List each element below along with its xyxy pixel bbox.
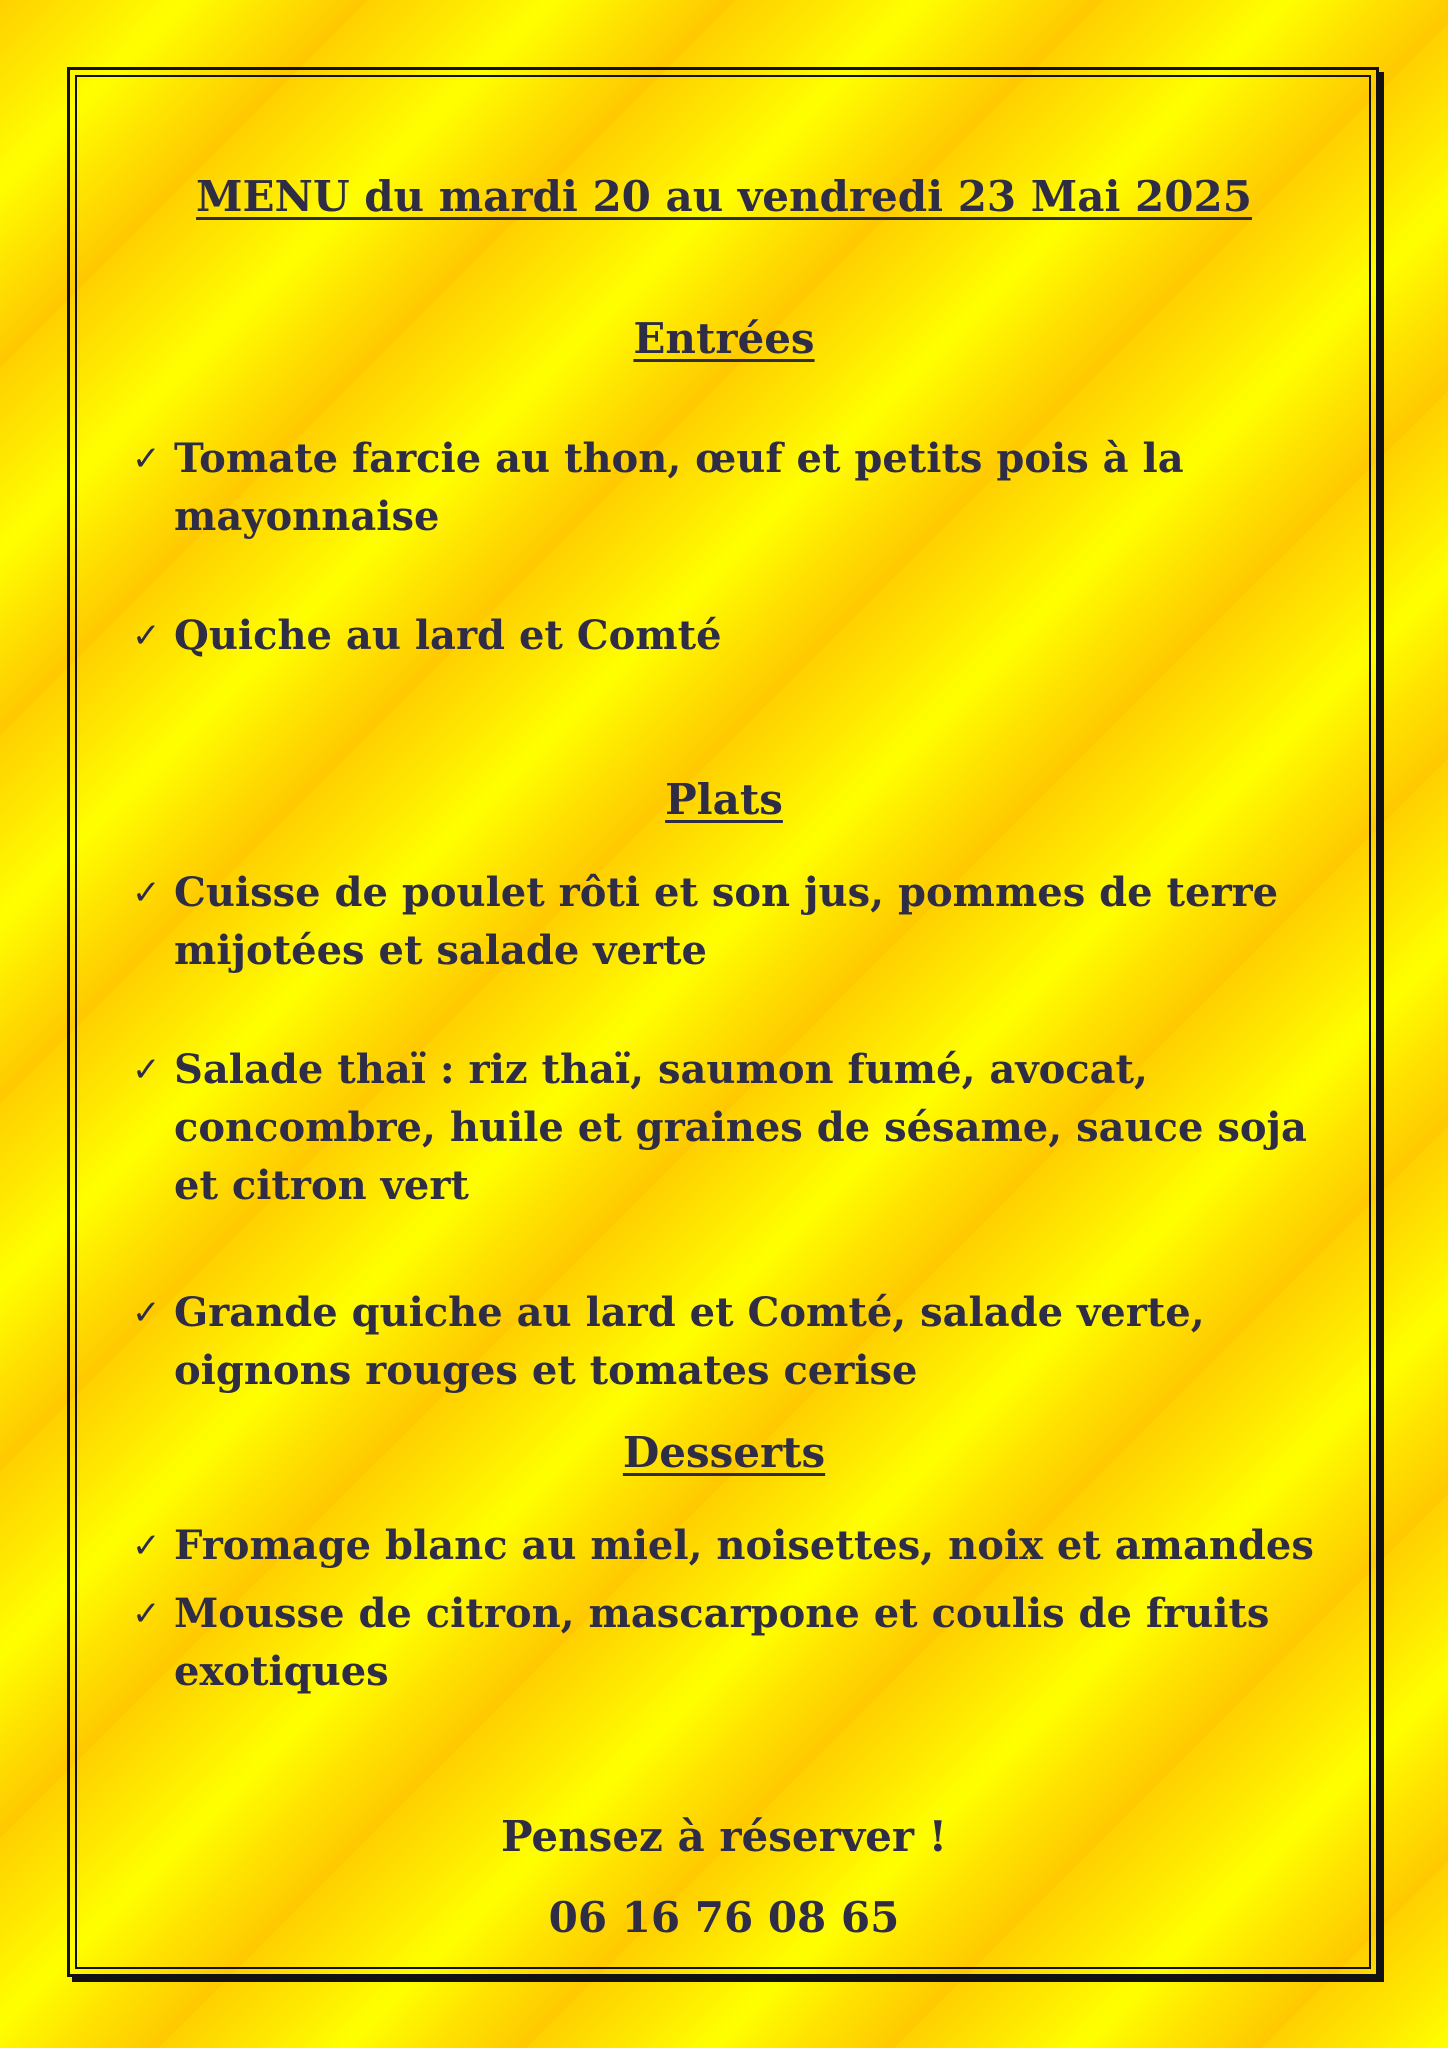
list-item (132, 864, 1347, 980)
list-item (132, 1585, 1347, 1701)
menu-title: MENU du mardi 20 au vendredi 23 Mai 2025 (196, 172, 1252, 221)
section-heading-desserts: Desserts (622, 1428, 826, 1477)
list-item (132, 1041, 1347, 1215)
section-heading-plats: Plats (665, 775, 783, 824)
phone-number[interactable]: 06 16 76 08 65 (548, 1893, 900, 1942)
checkmark-icon: ✓ (132, 1050, 161, 1090)
menu-item-text: Fromage blanc au miel, noisettes, noix et amandes (174, 1522, 1314, 1569)
checkmark-icon: ✓ (132, 616, 161, 656)
menu-item-text: Tomate farcie au thon, œuf et petits pois à la mayonnaise (174, 435, 1184, 540)
menu-item-text: Cuisse de poulet rôti et son jus, pommes de terre mijotées et salade verte (174, 869, 1279, 974)
menu-item-text: Grande quiche au lard et Comté, salade verte, oignons rouges et tomates cerise (174, 1289, 1205, 1394)
list-item (132, 1517, 1347, 1575)
list-item (132, 1284, 1347, 1400)
checkmark-icon: ✓ (132, 873, 161, 913)
menu-item-text: Mousse de citron, mascarpone et coulis de fruits exotiques (174, 1590, 1270, 1695)
reservation-note: Pensez à réserver ! (500, 1812, 948, 1861)
checkmark-icon: ✓ (132, 1293, 161, 1333)
checkmark-icon: ✓ (132, 1526, 161, 1566)
section-heading-entrees: Entrées (633, 314, 815, 363)
list-item (132, 607, 1347, 665)
list-item (132, 430, 1347, 546)
checkmark-icon: ✓ (132, 1594, 161, 1634)
menu-item-text: Salade thaï : riz thaï, saumon fumé, avocat, concombre, huile et graines de sésame, sauce soja et citron vert (174, 1046, 1307, 1209)
menu-item-text: Quiche au lard et Comté (174, 612, 722, 659)
checkmark-icon: ✓ (132, 439, 161, 479)
